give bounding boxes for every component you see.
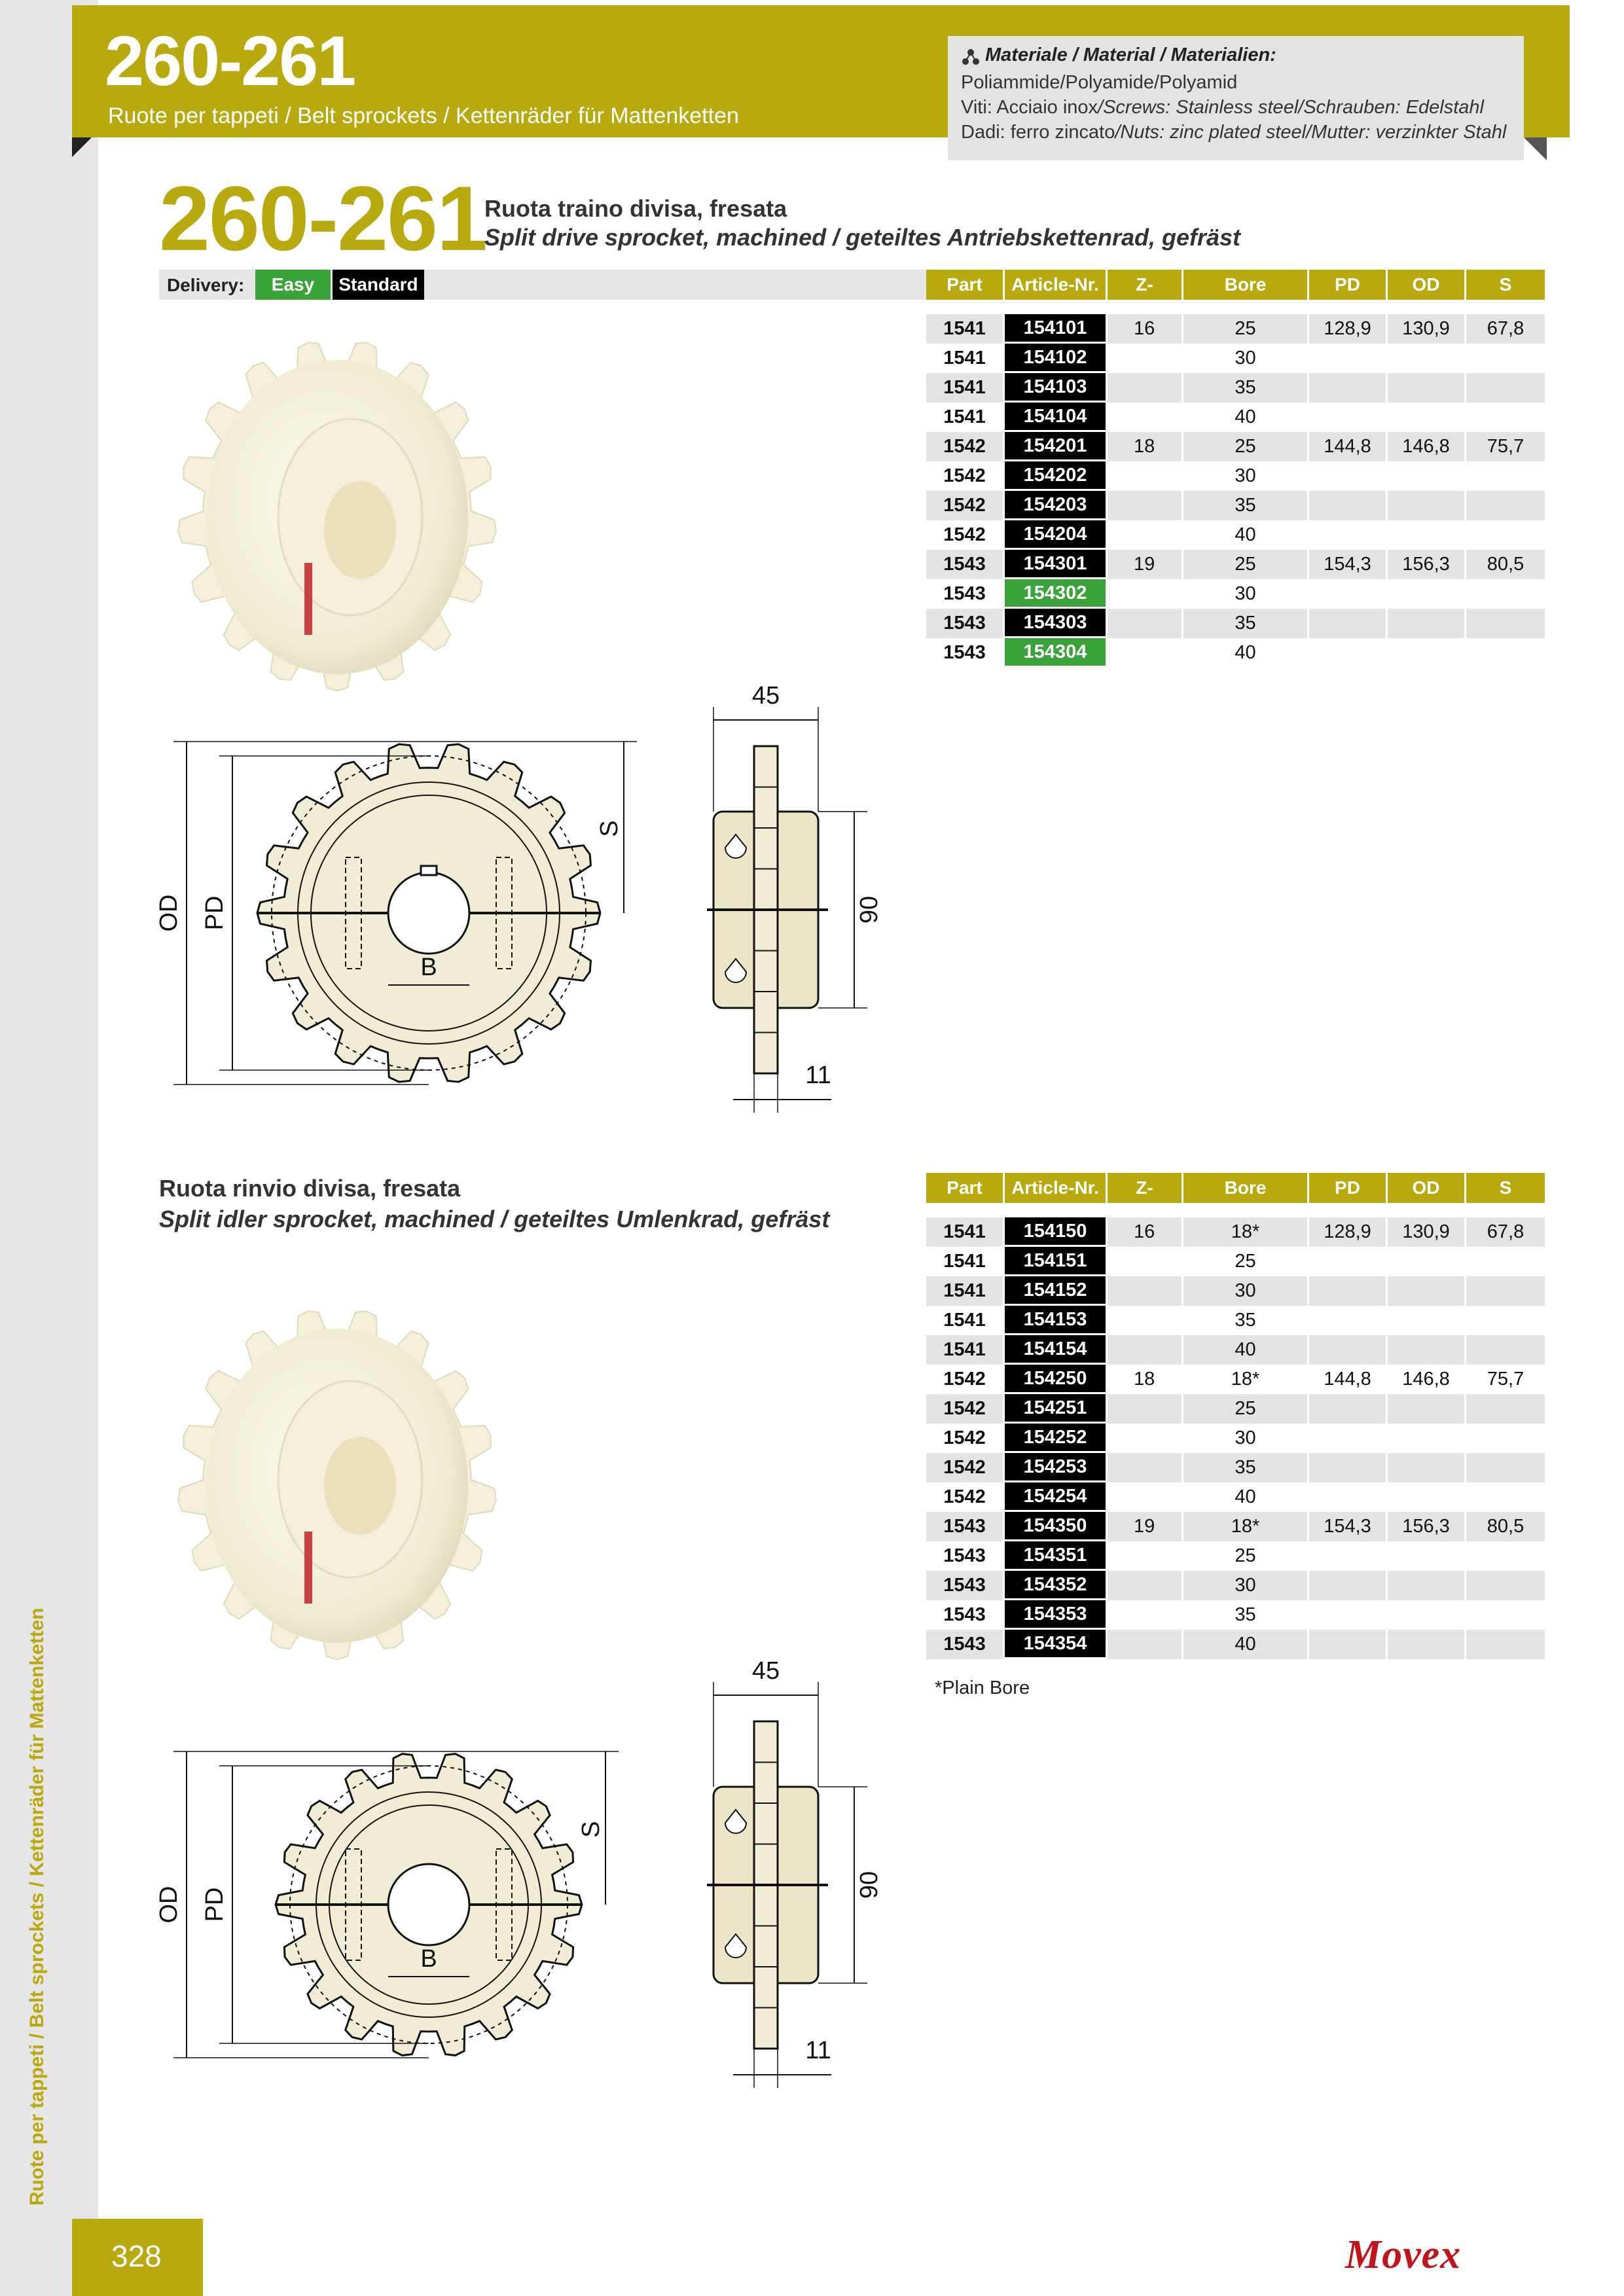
cell-z: 16: [1108, 314, 1183, 344]
cell-bore: 40: [1183, 1630, 1309, 1659]
cell-bore: 30: [1183, 1571, 1309, 1600]
cell-bore: 35: [1183, 491, 1309, 520]
cell-pd: 128,9: [1309, 314, 1388, 344]
cell-od: [1388, 1541, 1466, 1571]
cell-z: [1108, 373, 1183, 403]
table-row: [926, 579, 1547, 609]
tooth-label: 11: [805, 1062, 831, 1090]
table-row: [926, 1335, 1547, 1365]
cell-bore: 40: [1183, 520, 1309, 550]
cell-z: 19: [1108, 1512, 1183, 1541]
cell-od: [1388, 491, 1466, 520]
cell-pd: 144,8: [1309, 1365, 1388, 1394]
table-row: [926, 344, 1547, 373]
cell-part: 1541: [926, 403, 1005, 432]
cell-bore: 35: [1183, 373, 1309, 403]
od-label: OD: [155, 894, 183, 932]
cell-od: [1388, 638, 1466, 668]
footnote: *Plain Bore: [935, 1677, 1030, 1698]
cell-part: 1541: [926, 1306, 1005, 1335]
cell-article: 154350: [1005, 1512, 1108, 1541]
section1-title: Ruota traino divisa, fresata: [484, 195, 787, 222]
pd-label: PD: [201, 1887, 229, 1922]
idler-sprocket-side-drawing: [687, 1657, 910, 2108]
cell-article: 154101: [1005, 314, 1108, 344]
width-label: 45: [751, 682, 780, 710]
cell-pd: [1309, 1306, 1388, 1335]
cell-pd: [1309, 1630, 1388, 1659]
table-body: [926, 1217, 1547, 1659]
table-row: [926, 403, 1547, 432]
delivery-easy-badge: Easy: [255, 270, 331, 300]
cell-part: 1542: [926, 1394, 1005, 1424]
cell-pd: [1309, 344, 1388, 373]
side-strip: [0, 0, 98, 2296]
cell-bore: 35: [1183, 1600, 1309, 1630]
cell-bore: 40: [1183, 1482, 1309, 1512]
side-category-text: Ruote per tappeti / Belt sprockets / Kettenräder für Mattenketten: [26, 1607, 48, 2206]
cell-part: 1541: [926, 344, 1005, 373]
cell-part: 1542: [926, 1482, 1005, 1512]
col-part: Part: [926, 270, 1005, 300]
b-label: B: [420, 1945, 437, 1973]
cell-article: 154304: [1005, 638, 1108, 668]
col-z: Z-: [1108, 270, 1183, 300]
section-code: 260-261: [159, 167, 486, 270]
cell-od: [1388, 1335, 1466, 1365]
bore-hole: [388, 872, 469, 954]
cell-s: [1466, 1306, 1547, 1335]
col-s: S: [1466, 270, 1547, 300]
cell-bore: 25: [1183, 1394, 1309, 1424]
cell-od: [1388, 1630, 1466, 1659]
cell-z: [1108, 344, 1183, 373]
cell-z: 16: [1108, 1217, 1183, 1247]
cell-article: 154253: [1005, 1453, 1108, 1482]
bore-hole: [388, 1864, 469, 1945]
cell-part: 1541: [926, 1335, 1005, 1365]
table-row: [926, 609, 1547, 638]
cell-article: 154154: [1005, 1335, 1108, 1365]
cell-s: [1466, 638, 1547, 668]
cell-s: [1466, 403, 1547, 432]
cell-article: 154152: [1005, 1276, 1108, 1306]
cell-bore: 18*: [1183, 1217, 1309, 1247]
cell-z: [1108, 1306, 1183, 1335]
cell-part: 1542: [926, 1365, 1005, 1394]
idler-sprocket-table: [926, 1173, 1547, 1659]
cell-bore: 30: [1183, 461, 1309, 491]
keyway: [421, 866, 437, 875]
cell-z: [1108, 1541, 1183, 1571]
cell-od: [1388, 1247, 1466, 1276]
cell-s: [1466, 491, 1547, 520]
s-label: S: [596, 820, 624, 837]
cell-s: [1466, 1424, 1547, 1453]
cell-part: 1541: [926, 1247, 1005, 1276]
table-row: [926, 432, 1547, 461]
cell-z: [1108, 1424, 1183, 1453]
cell-bore: 18*: [1183, 1365, 1309, 1394]
cell-z: 19: [1108, 550, 1183, 579]
cell-article: 154151: [1005, 1247, 1108, 1276]
cell-part: 1542: [926, 432, 1005, 461]
cell-od: [1388, 1276, 1466, 1306]
col-bore: Bore: [1183, 1173, 1309, 1203]
table-header: [926, 270, 1547, 300]
cell-s: 67,8: [1466, 314, 1547, 344]
cell-s: [1466, 579, 1547, 609]
cell-article: 154104: [1005, 403, 1108, 432]
cell-s: 75,7: [1466, 1365, 1547, 1394]
page-title: 260-261: [105, 21, 355, 100]
table-row: [926, 491, 1547, 520]
cell-z: 18: [1108, 432, 1183, 461]
cell-pd: [1309, 1541, 1388, 1571]
drive-sprocket-table: [926, 270, 1547, 668]
cell-bore: 25: [1183, 1247, 1309, 1276]
tooth-label: 11: [805, 2037, 831, 2065]
drive-sprocket-photo: [187, 327, 494, 694]
cell-article: 154252: [1005, 1424, 1108, 1453]
cell-z: [1108, 1571, 1183, 1600]
cell-od: 156,3: [1388, 550, 1466, 579]
col-article: Article-Nr.: [1005, 1173, 1108, 1203]
cell-bore: 40: [1183, 403, 1309, 432]
cell-od: [1388, 609, 1466, 638]
cell-od: [1388, 1482, 1466, 1512]
cell-z: [1108, 1247, 1183, 1276]
cell-od: [1388, 344, 1466, 373]
pd-label: PD: [201, 895, 229, 931]
cell-article: 154353: [1005, 1600, 1108, 1630]
cell-bore: 30: [1183, 579, 1309, 609]
cell-bore: 35: [1183, 609, 1309, 638]
cell-bore: 35: [1183, 1453, 1309, 1482]
cell-pd: 128,9: [1309, 1217, 1388, 1247]
hub-label: 90: [856, 895, 884, 924]
cell-od: 130,9: [1388, 314, 1466, 344]
cell-part: 1543: [926, 550, 1005, 579]
cell-article: 154150: [1005, 1217, 1108, 1247]
cell-article: 154202: [1005, 461, 1108, 491]
delivery-standard-badge: Standard: [333, 270, 424, 300]
drive-sprocket-front-drawing: [151, 707, 661, 1113]
cell-bore: 30: [1183, 1424, 1309, 1453]
cell-od: [1388, 1600, 1466, 1630]
cell-part: 1541: [926, 1217, 1005, 1247]
cell-od: [1388, 520, 1466, 550]
cell-z: [1108, 579, 1183, 609]
materials-line-2: Viti: Acciaio inox/Screws: Stainless steel/Schrauben: Edelstahl: [961, 97, 1484, 118]
cell-part: 1541: [926, 314, 1005, 344]
cell-part: 1542: [926, 491, 1005, 520]
cell-article: 154302: [1005, 579, 1108, 609]
table-row: [926, 1247, 1547, 1276]
cell-z: [1108, 1276, 1183, 1306]
cell-article: 154153: [1005, 1306, 1108, 1335]
cell-z: [1108, 491, 1183, 520]
cell-od: 156,3: [1388, 1512, 1466, 1541]
cell-bore: 25: [1183, 432, 1309, 461]
table-row: [926, 1571, 1547, 1600]
cell-bore: 40: [1183, 1335, 1309, 1365]
table-row: [926, 520, 1547, 550]
cell-s: [1466, 1541, 1547, 1571]
table-row: [926, 1482, 1547, 1512]
table-row: [926, 1541, 1547, 1571]
col-pd: PD: [1309, 1173, 1388, 1203]
page-subtitle: Ruote per tappeti / Belt sprockets / Kettenräder für Mattenketten: [108, 103, 739, 128]
cell-article: 154204: [1005, 520, 1108, 550]
cell-part: 1543: [926, 1512, 1005, 1541]
cell-article: 154103: [1005, 373, 1108, 403]
cell-bore: 35: [1183, 1306, 1309, 1335]
cell-bore: 25: [1183, 314, 1309, 344]
idler-sprocket-front-drawing: [151, 1708, 661, 2075]
table-row: [926, 373, 1547, 403]
cell-s: [1466, 373, 1547, 403]
cell-od: [1388, 1306, 1466, 1335]
col-part: Part: [926, 1173, 1005, 1203]
width-label: 45: [751, 1657, 780, 1685]
cell-pd: [1309, 579, 1388, 609]
cell-pd: [1309, 1276, 1388, 1306]
materials-line-1: Poliammide/Polyamide/Polyamid: [961, 72, 1238, 93]
materials-icon: [961, 47, 981, 67]
cell-pd: 154,3: [1309, 550, 1388, 579]
cell-pd: [1309, 1571, 1388, 1600]
cell-z: [1108, 1394, 1183, 1424]
cell-pd: [1309, 491, 1388, 520]
cell-s: 80,5: [1466, 1512, 1547, 1541]
table-row: [926, 1512, 1547, 1541]
cell-bore: 30: [1183, 344, 1309, 373]
cell-pd: [1309, 1424, 1388, 1453]
page-number: 328: [111, 2239, 162, 2273]
cell-article: 154303: [1005, 609, 1108, 638]
cell-z: [1108, 520, 1183, 550]
cell-z: [1108, 1335, 1183, 1365]
cell-pd: [1309, 1394, 1388, 1424]
cell-pd: 144,8: [1309, 432, 1388, 461]
cell-part: 1543: [926, 1600, 1005, 1630]
cell-pd: [1309, 520, 1388, 550]
cell-od: [1388, 1571, 1466, 1600]
cell-pd: [1309, 461, 1388, 491]
cell-pd: [1309, 1600, 1388, 1630]
cell-od: [1388, 403, 1466, 432]
cell-article: 154351: [1005, 1541, 1108, 1571]
col-bore: Bore: [1183, 270, 1309, 300]
cell-s: [1466, 520, 1547, 550]
cell-pd: [1309, 1453, 1388, 1482]
table-row: [926, 1424, 1547, 1453]
section1-subtitle: Split drive sprocket, machined / geteiltes Antriebskettenrad, gefräst: [484, 224, 1241, 251]
cell-article: 154102: [1005, 344, 1108, 373]
od-label: OD: [155, 1886, 183, 1924]
cell-part: 1543: [926, 1630, 1005, 1659]
b-label: B: [420, 954, 437, 982]
cell-s: [1466, 1482, 1547, 1512]
cell-part: 1542: [926, 1424, 1005, 1453]
cell-pd: [1309, 609, 1388, 638]
cell-part: 1543: [926, 579, 1005, 609]
col-z: Z-: [1108, 1173, 1183, 1203]
hub-label: 90: [856, 1871, 884, 1899]
cell-s: [1466, 344, 1547, 373]
cell-pd: [1309, 403, 1388, 432]
cell-pd: [1309, 1335, 1388, 1365]
materials-heading: Materiale / Material / Materialien:: [985, 45, 1276, 65]
table-row: [926, 314, 1547, 344]
cell-z: [1108, 638, 1183, 668]
cell-s: [1466, 1571, 1547, 1600]
cell-bore: 18*: [1183, 1512, 1309, 1541]
table-row: [926, 1365, 1547, 1394]
cell-article: 154250: [1005, 1365, 1108, 1394]
table-row: [926, 1276, 1547, 1306]
cell-part: 1543: [926, 1541, 1005, 1571]
section2-title: Ruota rinvio divisa, fresata: [159, 1175, 461, 1202]
cell-bore: 25: [1183, 1541, 1309, 1571]
cell-od: 146,8: [1388, 432, 1466, 461]
col-od: OD: [1388, 1173, 1466, 1203]
cell-article: 154201: [1005, 432, 1108, 461]
cell-article: 154251: [1005, 1394, 1108, 1424]
cell-s: [1466, 461, 1547, 491]
cell-part: 1543: [926, 1571, 1005, 1600]
cell-article: 154352: [1005, 1571, 1108, 1600]
drive-sprocket-side-drawing: [687, 682, 910, 1119]
cell-pd: [1309, 1247, 1388, 1276]
cell-part: 1542: [926, 461, 1005, 491]
cell-pd: [1309, 373, 1388, 403]
cell-part: 1542: [926, 520, 1005, 550]
table-header: [926, 1173, 1547, 1203]
cell-article: 154301: [1005, 550, 1108, 579]
cell-s: [1466, 1335, 1547, 1365]
header-corner: [72, 137, 92, 157]
cell-od: 146,8: [1388, 1365, 1466, 1394]
cell-od: [1388, 579, 1466, 609]
cell-pd: [1309, 1482, 1388, 1512]
col-pd: PD: [1309, 270, 1388, 300]
table-row: [926, 550, 1547, 579]
cell-pd: 154,3: [1309, 1512, 1388, 1541]
table-row: [926, 1306, 1547, 1335]
delivery-label: Delivery:: [167, 275, 245, 295]
cell-z: [1108, 609, 1183, 638]
cell-od: [1388, 461, 1466, 491]
movex-logo: Movex: [1345, 2233, 1462, 2277]
cell-z: [1108, 1600, 1183, 1630]
table-row: [926, 638, 1547, 668]
cell-s: [1466, 1630, 1547, 1659]
cell-s: [1466, 1453, 1547, 1482]
idler-sprocket-photo: [187, 1296, 494, 1662]
table-row: [926, 461, 1547, 491]
cell-s: 75,7: [1466, 432, 1547, 461]
section2-subtitle: Split idler sprocket, machined / geteiltes Umlenkrad, gefräst: [159, 1206, 830, 1232]
cell-z: [1108, 461, 1183, 491]
cell-s: [1466, 1247, 1547, 1276]
col-s: S: [1466, 1173, 1547, 1203]
materials-line-3: Dadi: ferro zincato/Nuts: zinc plated steel/Mutter: verzinkter Stahl: [961, 122, 1507, 143]
cell-z: [1108, 1453, 1183, 1482]
cell-article: 154203: [1005, 491, 1108, 520]
col-article: Article-Nr.: [1005, 270, 1108, 300]
cell-part: 1541: [926, 1276, 1005, 1306]
table-row: [926, 1217, 1547, 1247]
cell-s: 80,5: [1466, 550, 1547, 579]
cell-article: 154354: [1005, 1630, 1108, 1659]
cell-part: 1543: [926, 638, 1005, 668]
table-row: [926, 1453, 1547, 1482]
cell-bore: 25: [1183, 550, 1309, 579]
cell-part: 1542: [926, 1453, 1005, 1482]
table-row: [926, 1394, 1547, 1424]
cell-od: [1388, 1424, 1466, 1453]
cell-z: [1108, 403, 1183, 432]
cell-s: [1466, 1276, 1547, 1306]
cell-article: 154254: [1005, 1482, 1108, 1512]
col-od: OD: [1388, 270, 1466, 300]
cell-part: 1543: [926, 609, 1005, 638]
cell-s: [1466, 609, 1547, 638]
table-body: [926, 314, 1547, 668]
s-label: S: [577, 1821, 605, 1838]
cell-od: [1388, 373, 1466, 403]
cell-od: [1388, 1453, 1466, 1482]
cell-z: [1108, 1482, 1183, 1512]
cell-pd: [1309, 638, 1388, 668]
cell-s: 67,8: [1466, 1217, 1547, 1247]
cell-s: [1466, 1600, 1547, 1630]
cell-s: [1466, 1394, 1547, 1424]
materials-corner: [1524, 137, 1547, 160]
cell-bore: 40: [1183, 638, 1309, 668]
cell-z: 18: [1108, 1365, 1183, 1394]
cell-part: 1541: [926, 373, 1005, 403]
cell-od: 130,9: [1388, 1217, 1466, 1247]
cell-z: [1108, 1630, 1183, 1659]
table-row: [926, 1600, 1547, 1630]
table-row: [926, 1630, 1547, 1659]
cell-bore: 30: [1183, 1276, 1309, 1306]
cell-od: [1388, 1394, 1466, 1424]
